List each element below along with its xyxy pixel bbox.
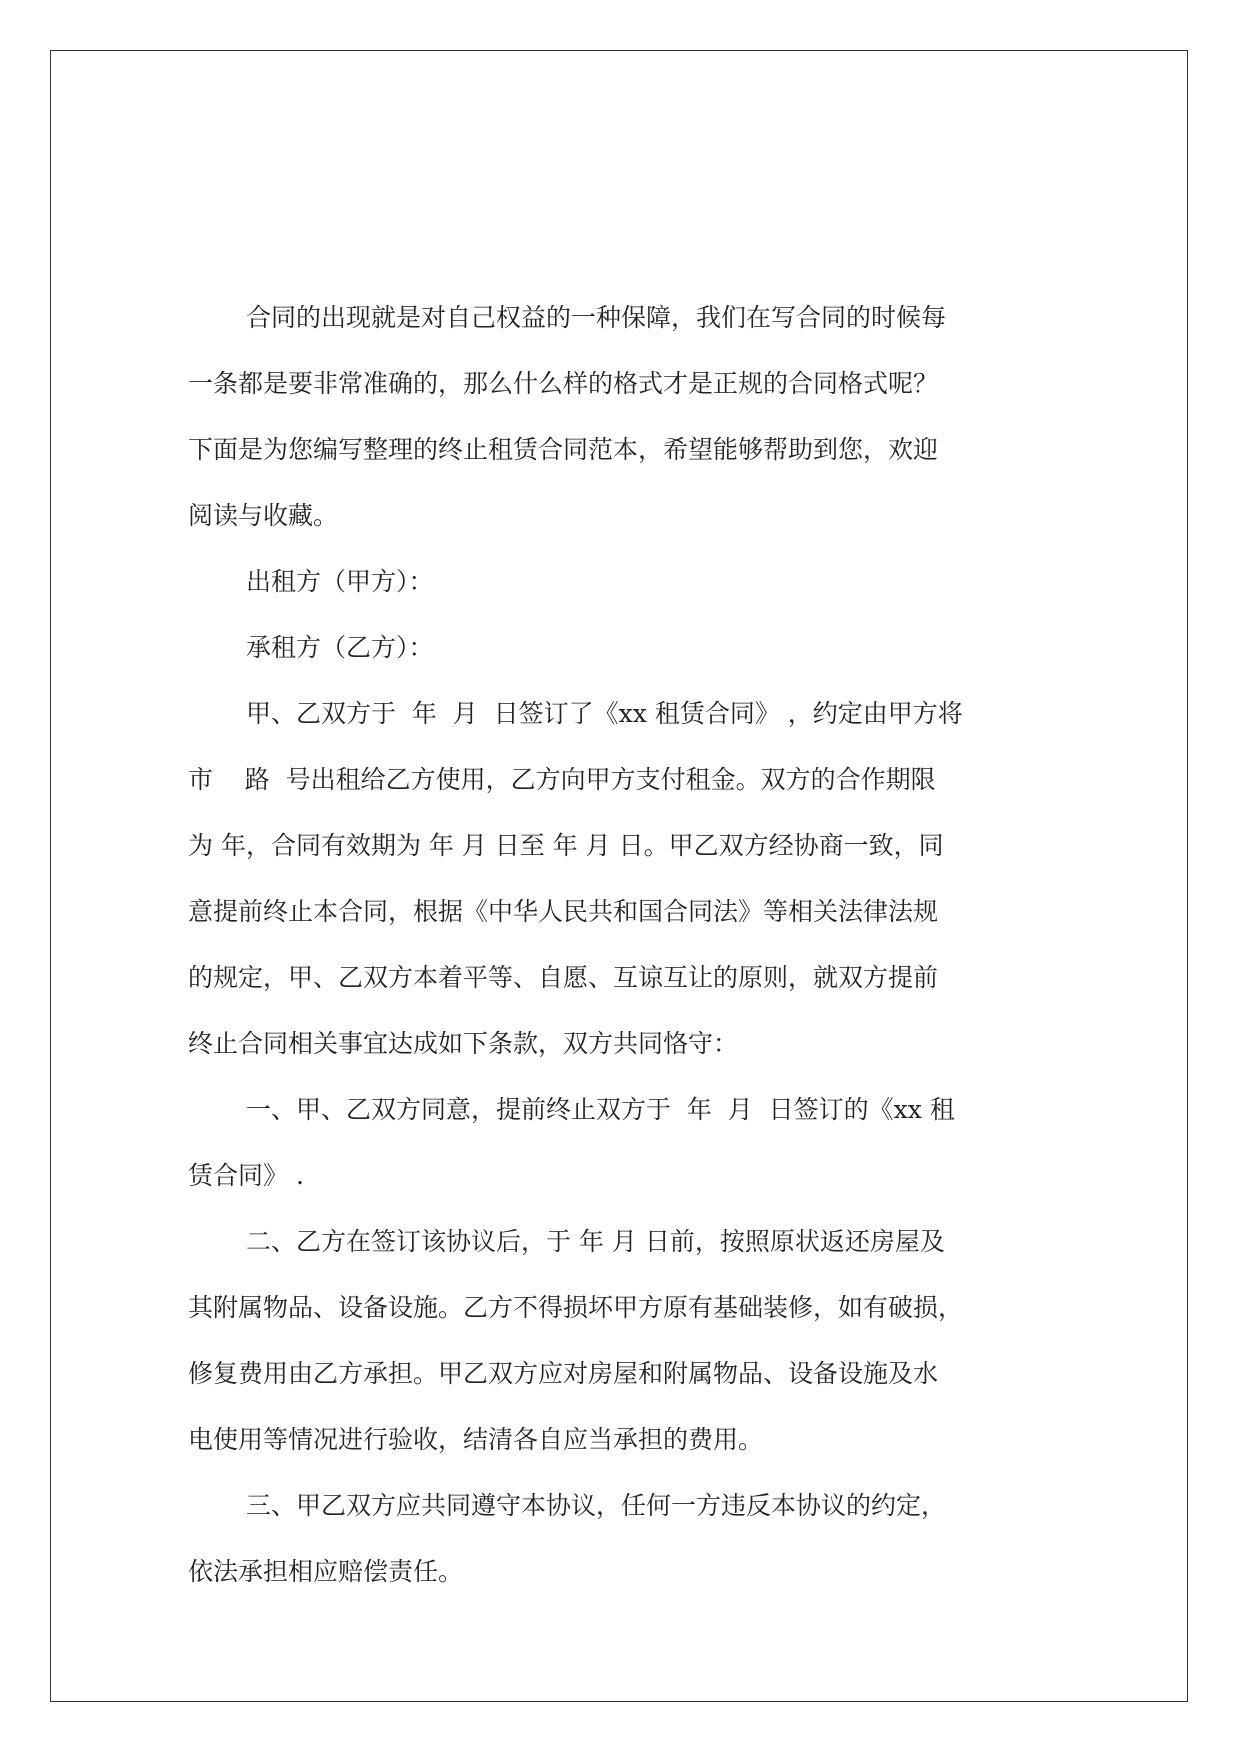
text-line: 阅读与收藏。 (188, 501, 339, 530)
text-line: 一、甲、乙双方同意，提前终止双方于 年 月 日签订的《xx 租 (246, 1095, 955, 1124)
clause-one (188, 1077, 1056, 1209)
text-line: 为 年，合同有效期为 年 月 日至 年 月 日。甲乙双方经协商一致，同 (188, 831, 944, 860)
text-line: 三、甲乙双方应共同遵守本协议，任何一方违反本协议的约定， (246, 1491, 947, 1520)
text-line: 修复费用由乙方承担。甲乙双方应对房屋和附属物品、设备设施及水 (188, 1359, 939, 1388)
text-line: 意提前终止本合同，根据《中华人民共和国合同法》等相关法律法规 (188, 897, 939, 926)
clause-two (188, 1209, 1056, 1473)
lessee-line (188, 615, 1056, 681)
text-line: 依法承担相应赔偿责任。 (188, 1557, 464, 1586)
text-line: 电使用等情况进行验收，结清各自应当承担的费用。 (188, 1425, 764, 1454)
text-line: 下面是为您编写整理的终止租赁合同范本，希望能够帮助到您，欢迎 (188, 435, 939, 464)
text-line: 其附属物品、设备设施。乙方不得损坏甲方原有基础装修，如有破损， (188, 1293, 964, 1322)
text-line: 赁合同》 . (188, 1161, 304, 1190)
text-line: 二、乙方在签订该协议后，于 年 月 日前，按照原状返还房屋及 (246, 1227, 945, 1256)
text-line: 终止合同相关事宜达成如下条款，双方共同恪守： (188, 1029, 739, 1058)
text-line: 一条都是要非常准确的，那么什么样的格式才是正规的合同格式呢？ (188, 369, 939, 398)
clause-three (188, 1473, 1056, 1605)
document-body (188, 285, 1056, 1605)
agreement-preamble (188, 681, 1056, 1077)
text-line: 承租方（乙方）： (246, 633, 434, 662)
text-line: 的规定，甲、乙双方本着平等、自愿、互谅互让的原则，就双方提前 (188, 963, 939, 992)
text-line: 甲、乙双方于 年 月 日签订了《xx 租赁合同》 ，约定由甲方将 (246, 699, 963, 728)
text-line: 合同的出现就是对自己权益的一种保障，我们在写合同的时候每 (246, 303, 947, 332)
intro-paragraph (188, 285, 1056, 549)
lessor-line (188, 549, 1056, 615)
text-line: 市 路 号出租给乙方使用，乙方向甲方支付租金。双方的合作期限 (188, 765, 936, 794)
text-line: 出租方（甲方）： (246, 567, 434, 596)
